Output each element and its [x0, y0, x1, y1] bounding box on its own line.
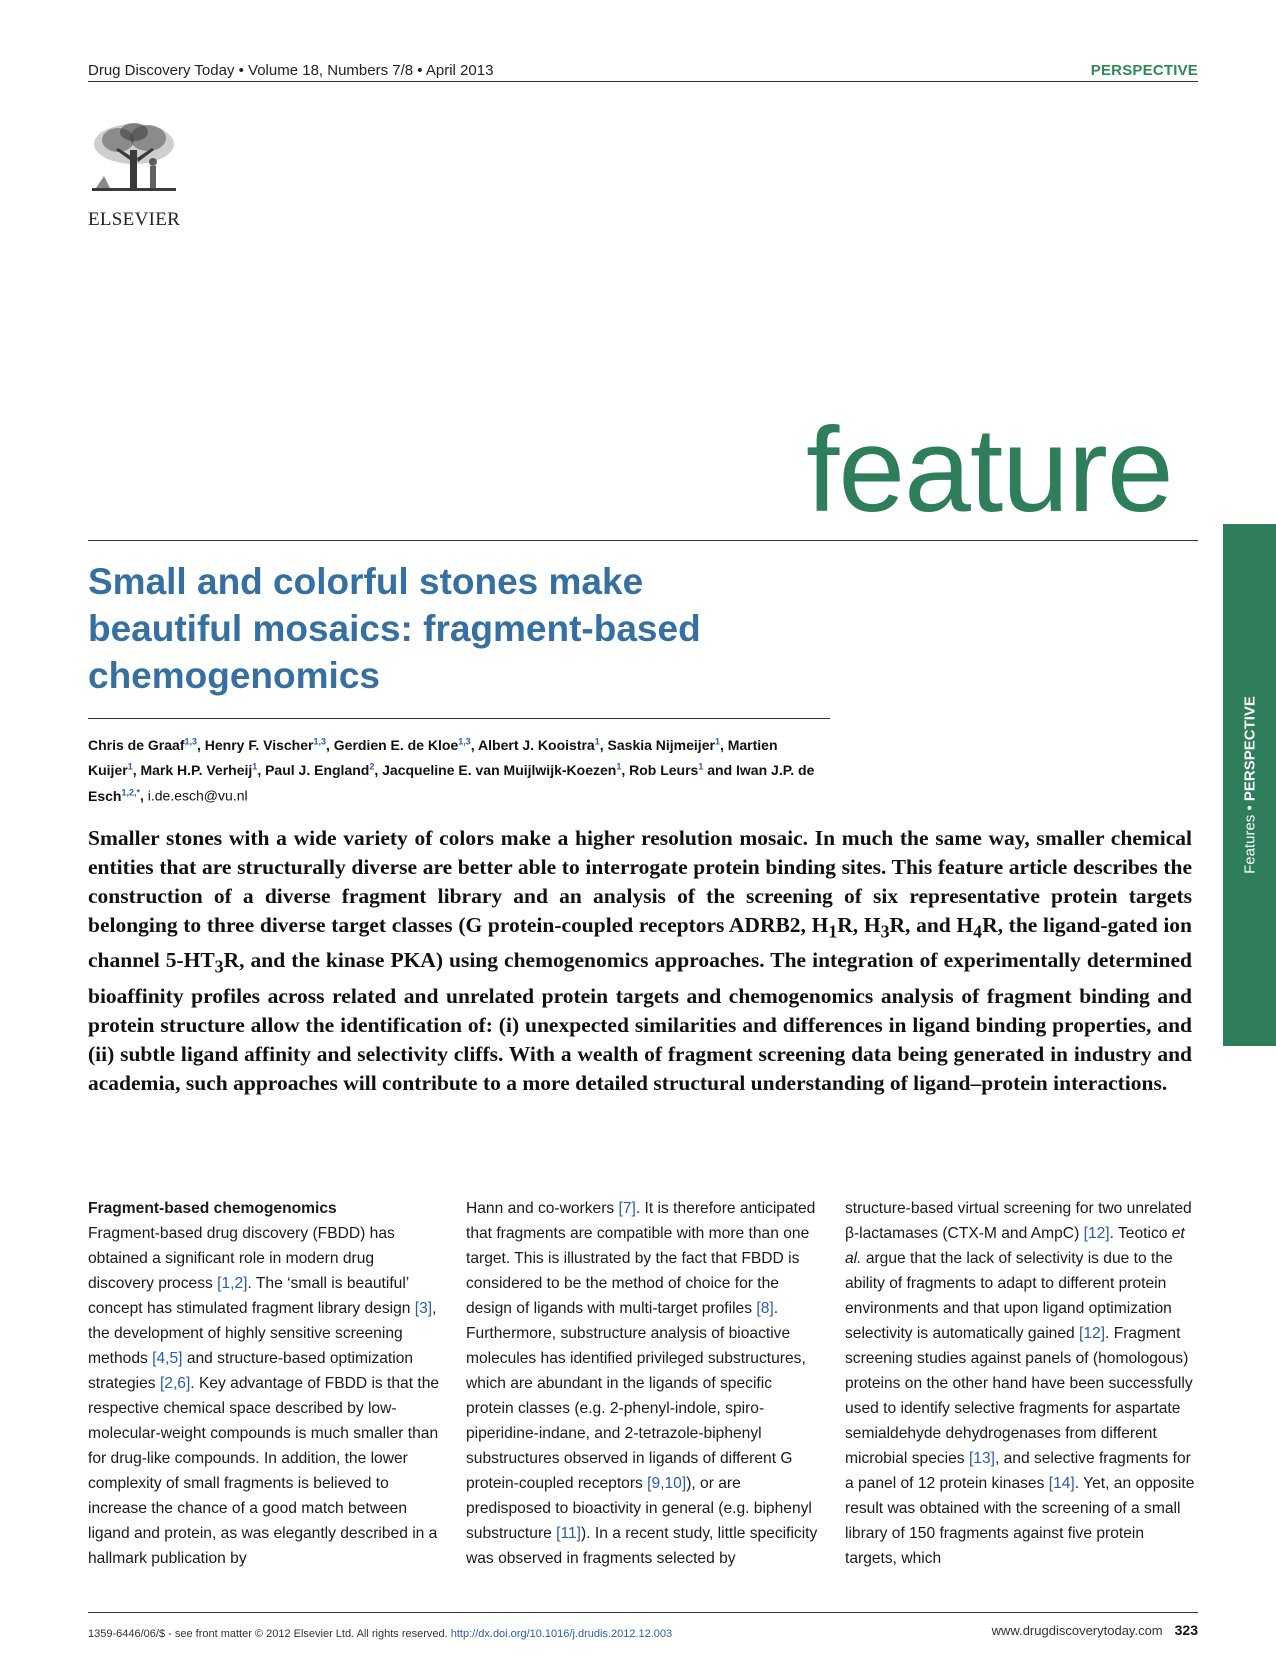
- author-affiliation: 1: [616, 761, 622, 772]
- article-title: Small and colorful stones make beautiful mosaics: fragment-based chemogenomics: [88, 561, 701, 696]
- abstract: Smaller stones with a wide variety of colors make a higher resolution mosaic. In much the same way, smaller chemical entities that are structurally diverse are better able to interrogate protein binding sites. This feature article describes the construction of a diverse fragment library and an analysis of the screening of six representative protein targets belonging to three diverse target classes (G protein-coupled receptors ADRB2, $H_1R$, $H_3R$, and $H_4R$, the ligand-gated ion channel $5-HT_3R$, and the kinase PKA) using chemogenomics approaches. The integration of experimentally determined bioaffinity profiles across related and unrelated protein targets and chemogenomics analysis of fragment binding and protein structure allow the identification of: (i) unexpected similarities and differences in ligand binding properties, and (ii) subtle ligand affinity and selectivity cliffs. With a wealth of fragment screening data being generated in industry and academia, such approaches will contribute to a more detailed structural understanding of ligand–protein interactions.: [88, 826, 1192, 1095]
- author-name: Iwan J.P. de Esch: [88, 762, 815, 804]
- body-column-3: [845, 1196, 1199, 1571]
- body-text: . Key advantage of FBDD is that the respective chemical space described by low-molecular-weight compounds is much smaller than for drug-like compounds. In addition, the lower complexity of small fragments is believed to increase the chance of a good match between ligand and protein, as was elegantly described in a hallmark publication by: [88, 1375, 440, 1567]
- author-affiliation: 1: [127, 761, 133, 772]
- author-affiliation: 1,3: [458, 736, 471, 746]
- elsevier-logo: [88, 120, 180, 231]
- author-affiliation: 1,3: [313, 736, 326, 746]
- section-heading: Fragment-based chemogenomics: [88, 1200, 337, 1217]
- author-name: Rob Leurs: [629, 762, 699, 779]
- body-text: . The ‘small is beautiful’ concept has stimulated fragment library design: [88, 1275, 415, 1317]
- doi-link[interactable]: http://dx.doi.org/10.1016/j.drudis.2012.12.003: [450, 1628, 673, 1640]
- citation-link[interactable]: [8]: [756, 1300, 774, 1317]
- body-text: argue that the lack of selectivity is due to the ability of fragments to adapt to different protein environments and that upon ligand optimization selectivity is automatically gained: [845, 1250, 1173, 1342]
- body-text: ). In a recent study, little specificity was observed in fragments selected by: [466, 1525, 818, 1567]
- author-name: Martien Kuijer: [88, 736, 778, 779]
- section-tag: PERSPECTIVE: [1090, 62, 1198, 79]
- author-affiliation: 2: [369, 761, 375, 772]
- body-text: . Yet, an opposite result was obtained with the screening of a small library of 150 fragments against five protein targets, which: [845, 1475, 1195, 1567]
- author-list: Chris de Graaf$^{1,3}$, Henry F. Vischer$^{1,3}$, Gerdien E. de Kloe$^{1,3}$, Albert J. Kooistra$^1$, Saskia Nijmeijer$^1$, Martien Kuijer$^1$, Mark H.P. Verheij$^1$, Paul J. England$^2$, Jacqueline E. van Muijlwijk-Koezen$^1$, Rob Leurs$^1$ and Iwan J.P. de Esch$^{1,2,*}$, i.de.esch@vu.nl: [88, 736, 815, 804]
- citation-link[interactable]: [13]: [968, 1450, 995, 1467]
- header-rule: [88, 81, 1198, 82]
- title-rule: [88, 718, 830, 719]
- body-text: ), or are predisposed to bioactivity in general (e.g. biphenyl substructure: [466, 1475, 812, 1542]
- corresponding-email-link[interactable]: i.de.esch@vu.nl: [147, 787, 248, 804]
- author-name: Saskia Nijmeijer: [607, 736, 715, 753]
- author-affiliation: 1: [698, 761, 704, 772]
- body-text: Hann and co-workers: [466, 1200, 619, 1217]
- author-affiliation: 1: [594, 736, 600, 746]
- footer-rule: [88, 1612, 1198, 1613]
- tree-logo-icon: [88, 120, 180, 200]
- footer-site: [992, 1622, 1198, 1638]
- author-name: Mark H.P. Verheij: [140, 762, 253, 779]
- author-name: Paul J. England: [265, 762, 370, 779]
- side-tab-label: Features • PERSPECTIVE: [1241, 696, 1258, 874]
- journal-header: Drug Discovery Today • Volume 18, Numbers 7/8 • April 2013: [88, 62, 494, 79]
- citation-link[interactable]: [1,2]: [217, 1275, 248, 1292]
- citation-link[interactable]: [11]: [556, 1525, 581, 1542]
- feature-rule: [88, 540, 1198, 541]
- body-column-1: [88, 1196, 442, 1571]
- publisher-wordmark: ELSEVIER: [88, 209, 181, 230]
- citation-link[interactable]: [14]: [1048, 1475, 1075, 1492]
- side-section-tab: [1223, 524, 1276, 1046]
- citation-link[interactable]: [9,10]: [647, 1475, 687, 1492]
- author-name: Gerdien E. de Kloe: [333, 736, 459, 753]
- body-text: structure-based virtual screening for two unrelated β-lactamases (CTX-M and AmpC): [845, 1200, 1192, 1242]
- body-text: and structure-based optimization strategies: [88, 1350, 414, 1392]
- body-text: . Furthermore, substructure analysis of bioactive molecules has identified privileged substructures, which are abundant in the ligands of specific protein classes (e.g. 2-phenyl-indole, spiro-piperidine-indane, and 2-tetrazole-biphenyl substructures observed in ligands of different G protein-coupled receptors: [466, 1300, 806, 1492]
- author-affiliation: 1: [714, 736, 720, 746]
- footer-copyright: 1359-6446/06/$ - see front matter © 2012 Elsevier Ltd. All rights reserved. http://dx.doi.org/10.1016/j.drudis.2012.12.003: [88, 1628, 673, 1640]
- body-text: . Teotico: [1109, 1225, 1172, 1242]
- author-affiliation: 1: [252, 761, 258, 772]
- body-text: , and selective fragments for a panel of 12 protein kinases: [845, 1450, 1191, 1492]
- author-name: Henry F. Vischer: [204, 736, 314, 753]
- feature-heading: feature: [806, 403, 1173, 537]
- author-name: Jacqueline E. van Muijlwijk-Koezen: [382, 762, 617, 779]
- citation-link[interactable]: [3]: [414, 1300, 433, 1317]
- body-text: . Fragment screening studies against panels of (homologous) proteins on the other hand have been successfully used to identify selective fragments for aspartate semialdehyde dehydrogenases from different microbial species: [845, 1325, 1193, 1467]
- column-3-text: [845, 1196, 1199, 1571]
- body-text: . It is therefore anticipated that fragments are compatible with more than one target. This is illustrated by the fact that FBDD is considered to be the method of choice for the design of ligands with multi-target profiles: [466, 1200, 816, 1317]
- body-text: Fragment-based drug discovery (FBDD) has obtained a significant role in modern drug discovery process: [88, 1225, 395, 1292]
- author-affiliation: 1,2,*: [121, 787, 140, 798]
- citation-link[interactable]: [7]: [618, 1200, 636, 1217]
- page-number: 323: [1174, 1622, 1198, 1638]
- citation-link[interactable]: [12]: [1083, 1225, 1110, 1242]
- author-affiliation: 1,3: [184, 736, 197, 746]
- column-1-text: [88, 1221, 442, 1571]
- author-names: Chris de Graaf$^{1,3}$, Henry F. Vischer$^{1,3}$, Gerdien E. de Kloe$^{1,3}$, Albert J. Kooistra$^1$, Saskia Nijmeijer$^1$, Martien Kuijer$^1$, Mark H.P. Verheij$^1$, Paul J. England$^2$, Jacqueline E. van Muijlwijk-Koezen$^1$, Rob Leurs$^1$ and Iwan J.P. de Esch$^{1,2,*}$: [88, 736, 815, 804]
- body-text: , the development of highly sensitive screening methods: [88, 1300, 437, 1367]
- journal-website-link[interactable]: www.drugdiscoverytoday.com: [991, 1623, 1163, 1638]
- author-name: Chris de Graaf: [88, 736, 185, 753]
- author-name: Albert J. Kooistra: [478, 736, 595, 753]
- citation-link[interactable]: [2,6]: [159, 1375, 191, 1392]
- body-column-2: [466, 1196, 820, 1571]
- column-2-text: [466, 1196, 820, 1571]
- citation-link[interactable]: [12]: [1079, 1325, 1106, 1342]
- body-text: et al.: [845, 1225, 1185, 1267]
- citation-link[interactable]: [4,5]: [152, 1350, 183, 1367]
